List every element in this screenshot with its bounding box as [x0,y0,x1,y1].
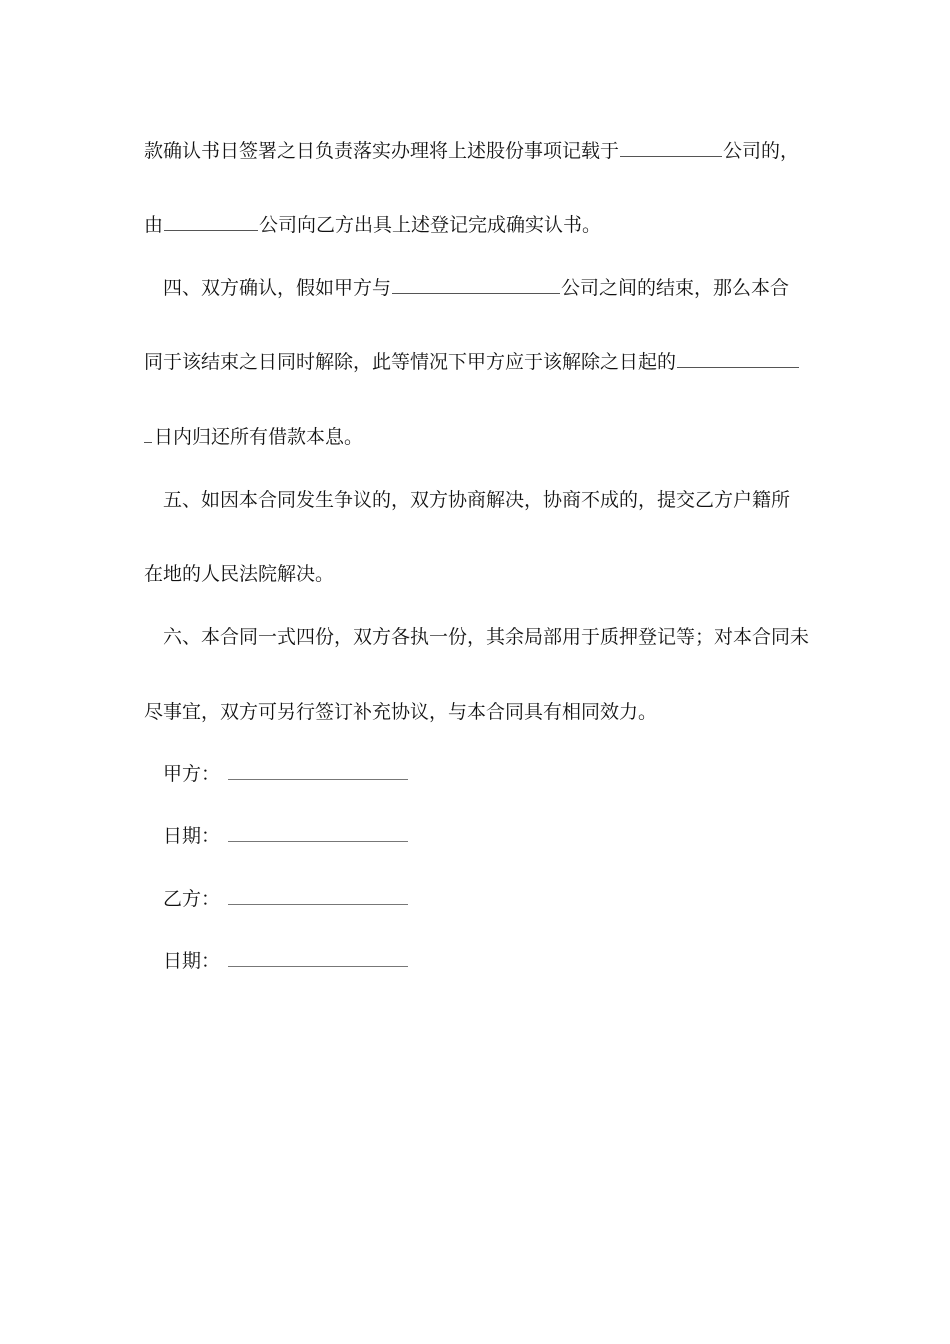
clause-5-text-1: 五、如因本合同发生争议的，双方协商解决，协商不成的，提交乙方户籍所 [163,489,791,511]
clause-6-line-1 [163,622,809,652]
date-b-label: 日期： [163,950,221,972]
party-a-signature-row [163,759,408,789]
days-blank[interactable] [677,348,799,368]
party-a-signature-blank[interactable] [228,760,408,780]
company-name-blank-3[interactable] [392,274,560,294]
clause-3-text-3: 由 [144,214,164,236]
party-a-label: 甲方： [163,763,221,785]
date-a-blank[interactable] [228,822,408,842]
party-b-label: 乙方： [163,888,221,910]
company-name-blank-1[interactable] [620,137,722,157]
clause-5-line-2 [144,559,334,589]
party-b-signature-blank[interactable] [228,885,408,905]
date-b-row [163,946,408,976]
clause-3-text-4: 公司向乙方出具上述登记完成确实认书。 [259,214,602,236]
clause-4-line-1 [163,273,789,303]
date-a-row [163,821,408,851]
clause-4-line-2 [144,347,800,377]
clause-3-line-1 [144,136,799,166]
clause-3-line-2 [144,210,601,240]
clause-3-text-2: 公司的， [723,140,800,162]
clause-6-text-1: 六、本合同一式四份，双方各执一份，其余局部用于质押登记等；对本合同未 [163,626,810,648]
clause-3-text-1: 款确认书日签署之日负责落实办理将上述股份事项记载于 [144,140,620,162]
company-name-blank-2[interactable] [164,211,258,231]
date-a-label: 日期： [163,825,221,847]
clause-4-line-3 [144,422,363,452]
clause-5-text-2: 在地的人民法院解决。 [144,563,335,585]
clause-4-text-3: 同于该结束之日同时解除，此等情况下甲方应于该解除之日起的 [144,351,677,373]
clause-6-text-2: 尽事宜，双方可另行签订补充协议，与本合同具有相同效力。 [144,701,658,723]
clause-6-line-2 [144,697,657,727]
clause-4-text-2: 公司之间的结束，那么本合 [561,277,790,299]
clause-5-line-1 [163,485,790,515]
days-blank-continuation[interactable] [144,423,152,443]
clause-4-text-1: 四、双方确认，假如甲方与 [163,277,392,299]
clause-4-text-4: 日内归还所有借款本息。 [154,426,364,448]
date-b-blank[interactable] [228,947,408,967]
party-b-signature-row [163,884,408,914]
